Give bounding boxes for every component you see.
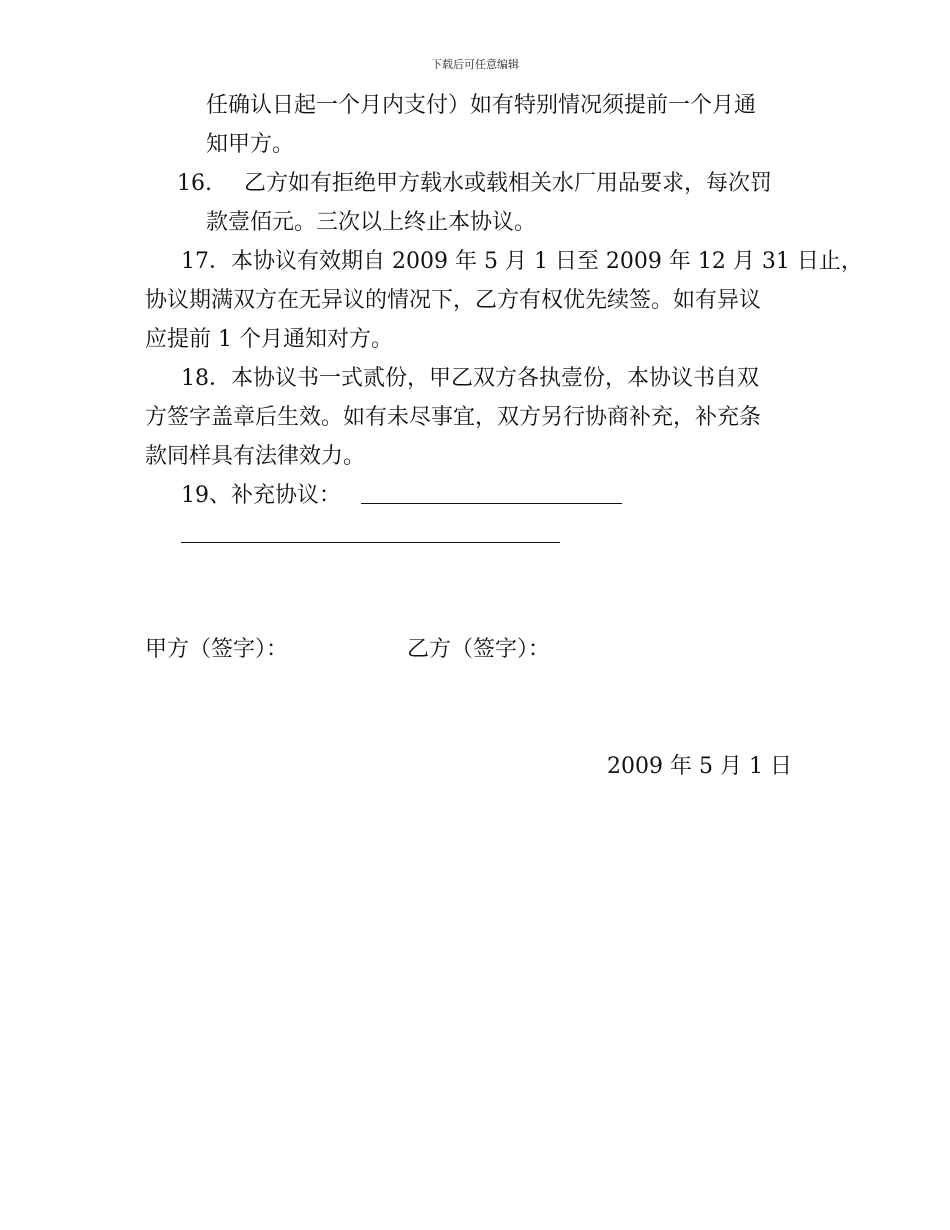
clause-16-line-1: 乙方如有拒绝甲方载水或载相关水厂用品要求，每次罚 [244,171,773,196]
clause-18-line-3: 款同样具有法律效力。 [145,444,366,469]
party-b-signature-label: 乙方（签字）： [407,637,551,662]
clause-19-label: 19、补充协议： [181,483,341,508]
party-a-signature-label: 甲方（签字）： [145,637,289,662]
clause-17-line-1: 17．本协议有效期自 2009 年 5 月 1 日至 2009 年 12 月 31 日止， [181,249,863,274]
clause-16-number: 16. [177,171,212,196]
agreement-date: 2009 年 5 月 1 日 [607,754,792,779]
supplement-blank-line-1[interactable] [361,503,622,504]
clause-18-line-1: 18．本协议书一式贰份，甲乙双方各执壹份，本协议书自双 [181,366,759,391]
clause-17-line-3: 应提前 1 个月通知对方。 [145,327,393,352]
clause-17-line-2: 协议期满双方在无异议的情况下，乙方有权优先续签。如有异议 [145,288,762,313]
clause-15-line-2: 知甲方。 [206,132,295,157]
clause-16-line-2: 款壹佰元。三次以上终止本协议。 [206,210,537,235]
page-header: 下载后可任意编辑 [431,58,519,71]
clause-18-line-2: 方签字盖章后生效。如有未尽事宜，双方另行协商补充，补充条 [145,405,762,430]
clause-15-line-1: 任确认日起一个月内支付）如有特别情况须提前一个月通 [206,93,757,118]
supplement-blank-line-2[interactable] [181,542,560,543]
